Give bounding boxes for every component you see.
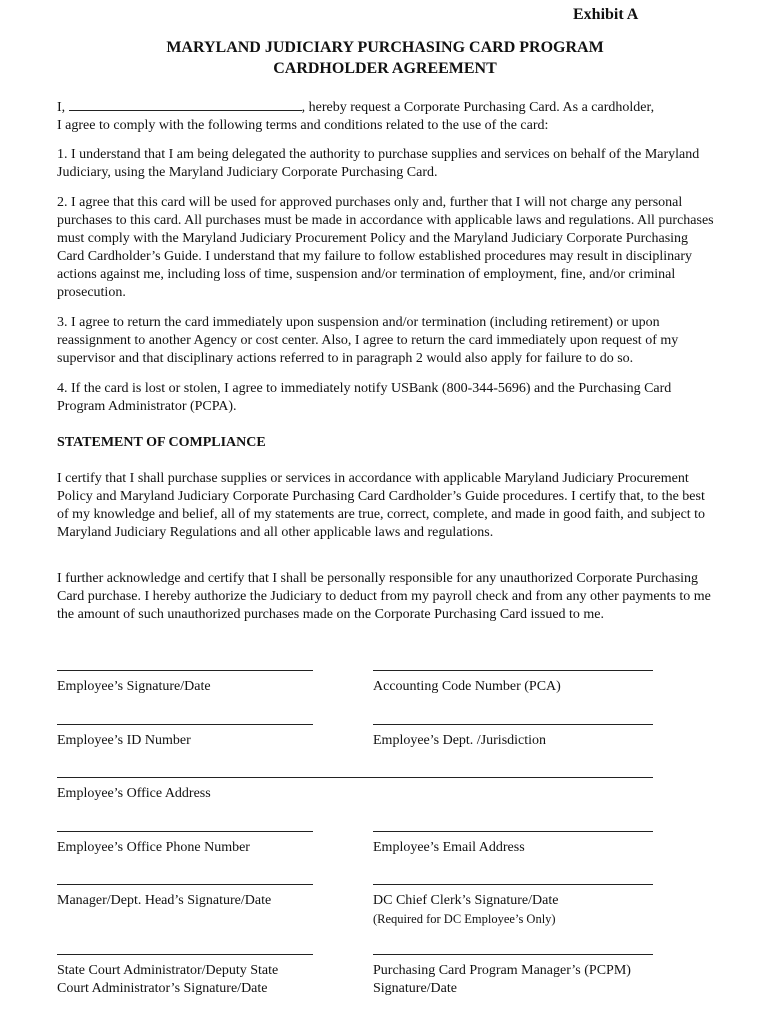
title-line-1: MARYLAND JUDICIARY PURCHASING CARD PROGRAM [166,39,604,56]
term-1: 1. I understand that I am being delegated the authority to purchase supplies and services on behalf of the Maryland Judiciary, using the Maryland Judiciary Corporate Purchasing Card. [57,147,700,180]
office-phone-field[interactable] [57,831,313,857]
exhibit-label: Exhibit A [573,6,639,23]
title-line-2: CARDHOLDER AGREEMENT [273,60,497,77]
employee-dept-label: Employee’s Dept. /Jurisdiction [373,733,547,748]
term-3: 3. I agree to return the card immediately upon suspension and/or termination (including retirement) or upon reassignment to another Agency or cost center. Also, I agree to return the card immediately upon request of my supervisor and that disciplinary actions referred to in paragraph 2 would also apply for failure to do so. [57,315,679,366]
office-phone-label: Employee’s Office Phone Number [57,840,250,855]
sca-signature-field[interactable] [57,954,313,998]
signature-line [373,670,653,671]
compliance-heading: STATEMENT OF COMPLIANCE [57,435,266,450]
signature-line [57,884,313,885]
employee-signature-field[interactable] [57,670,313,696]
pcpm-signature-field[interactable] [373,954,653,998]
office-address-field[interactable] [57,777,653,803]
sca-label-line-1: State Court Administrator/Deputy State [57,963,279,978]
signature-line [373,954,653,955]
employee-id-label: Employee’s ID Number [57,733,191,748]
name-blank-line[interactable] [69,98,302,111]
term-4: 4. If the card is lost or stolen, I agree to immediately notify USBank (800-344-5696) and the Purchasing Card Program Administrator (PCPA). [57,381,672,414]
intro-line-2: I agree to comply with the following terms and conditions related to the use of the card: [57,118,549,133]
office-address-label: Employee’s Office Address [57,786,211,801]
manager-signature-field[interactable] [57,884,313,910]
employee-dept-field[interactable] [373,724,653,750]
email-field[interactable] [373,831,653,857]
signature-line [373,831,653,832]
compliance-paragraph-1: I certify that I shall purchase supplies or services in accordance with applicable Maryland Judiciary Procurement Policy and Maryland Judiciary Corporate Purchasing Card Cardholder’s Guide procedures. I certify that, to the best of my knowledge and belief, all of my statements are true, correct, complete, and made in good faith, and subject to Maryland Judiciary Regulations and all other applicable laws and regulations. [57,471,706,540]
email-label: Employee’s Email Address [373,840,525,855]
signature-line [57,670,313,671]
manager-signature-label: Manager/Dept. Head’s Signature/Date [57,893,272,908]
pcpm-label-line-2: Signature/Date [373,981,457,996]
signature-line [57,777,653,778]
signature-line [57,831,313,832]
dc-chief-signature-field[interactable] [373,884,653,928]
dc-chief-note: (Required for DC Employee’s Only) [373,912,556,926]
accounting-code-label: Accounting Code Number (PCA) [373,679,561,694]
term-2: 2. I agree that this card will be used for approved purchases only and, further that I will not charge any personal purchases to this card. All purchases must be made in accordance with applicable laws and regulations. All purchases must comply with the Maryland Judiciary Procurement Policy and the Maryland Judiciary Corporate Purchasing Card Cardholder’s Guide. I understand that my failure to follow established procedures may result in disciplinary actions against me, including loss of time, suspension and/or termination of employment, fine, and/or criminal prosecution. [57,195,714,300]
accounting-code-field[interactable] [373,670,653,696]
pcpm-label-line-1: Purchasing Card Program Manager’s (PCPM) [373,963,631,978]
signature-line [57,954,313,955]
signature-line [373,724,653,725]
employee-id-field[interactable] [57,724,313,750]
signature-line [57,724,313,725]
intro-paragraph [57,98,717,135]
signature-line [373,884,653,885]
intro-prefix: I, [57,100,66,115]
dc-chief-signature-label: DC Chief Clerk’s Signature/Date [373,893,559,908]
sca-label-line-2: Court Administrator’s Signature/Date [57,981,268,996]
employee-signature-label: Employee’s Signature/Date [57,679,211,694]
compliance-paragraph-2: I further acknowledge and certify that I shall be personally responsible for any unauthorized Corporate Purchasing Card purchase. I hereby authorize the Judiciary to deduct from my payroll check and from any other payments to me the amount of such unauthorized purchases made on the Corporate Purchasing Card issued to me. [57,571,711,622]
document-title [0,37,770,79]
intro-suffix: , hereby request a Corporate Purchasing Card. As a cardholder, [301,100,655,115]
